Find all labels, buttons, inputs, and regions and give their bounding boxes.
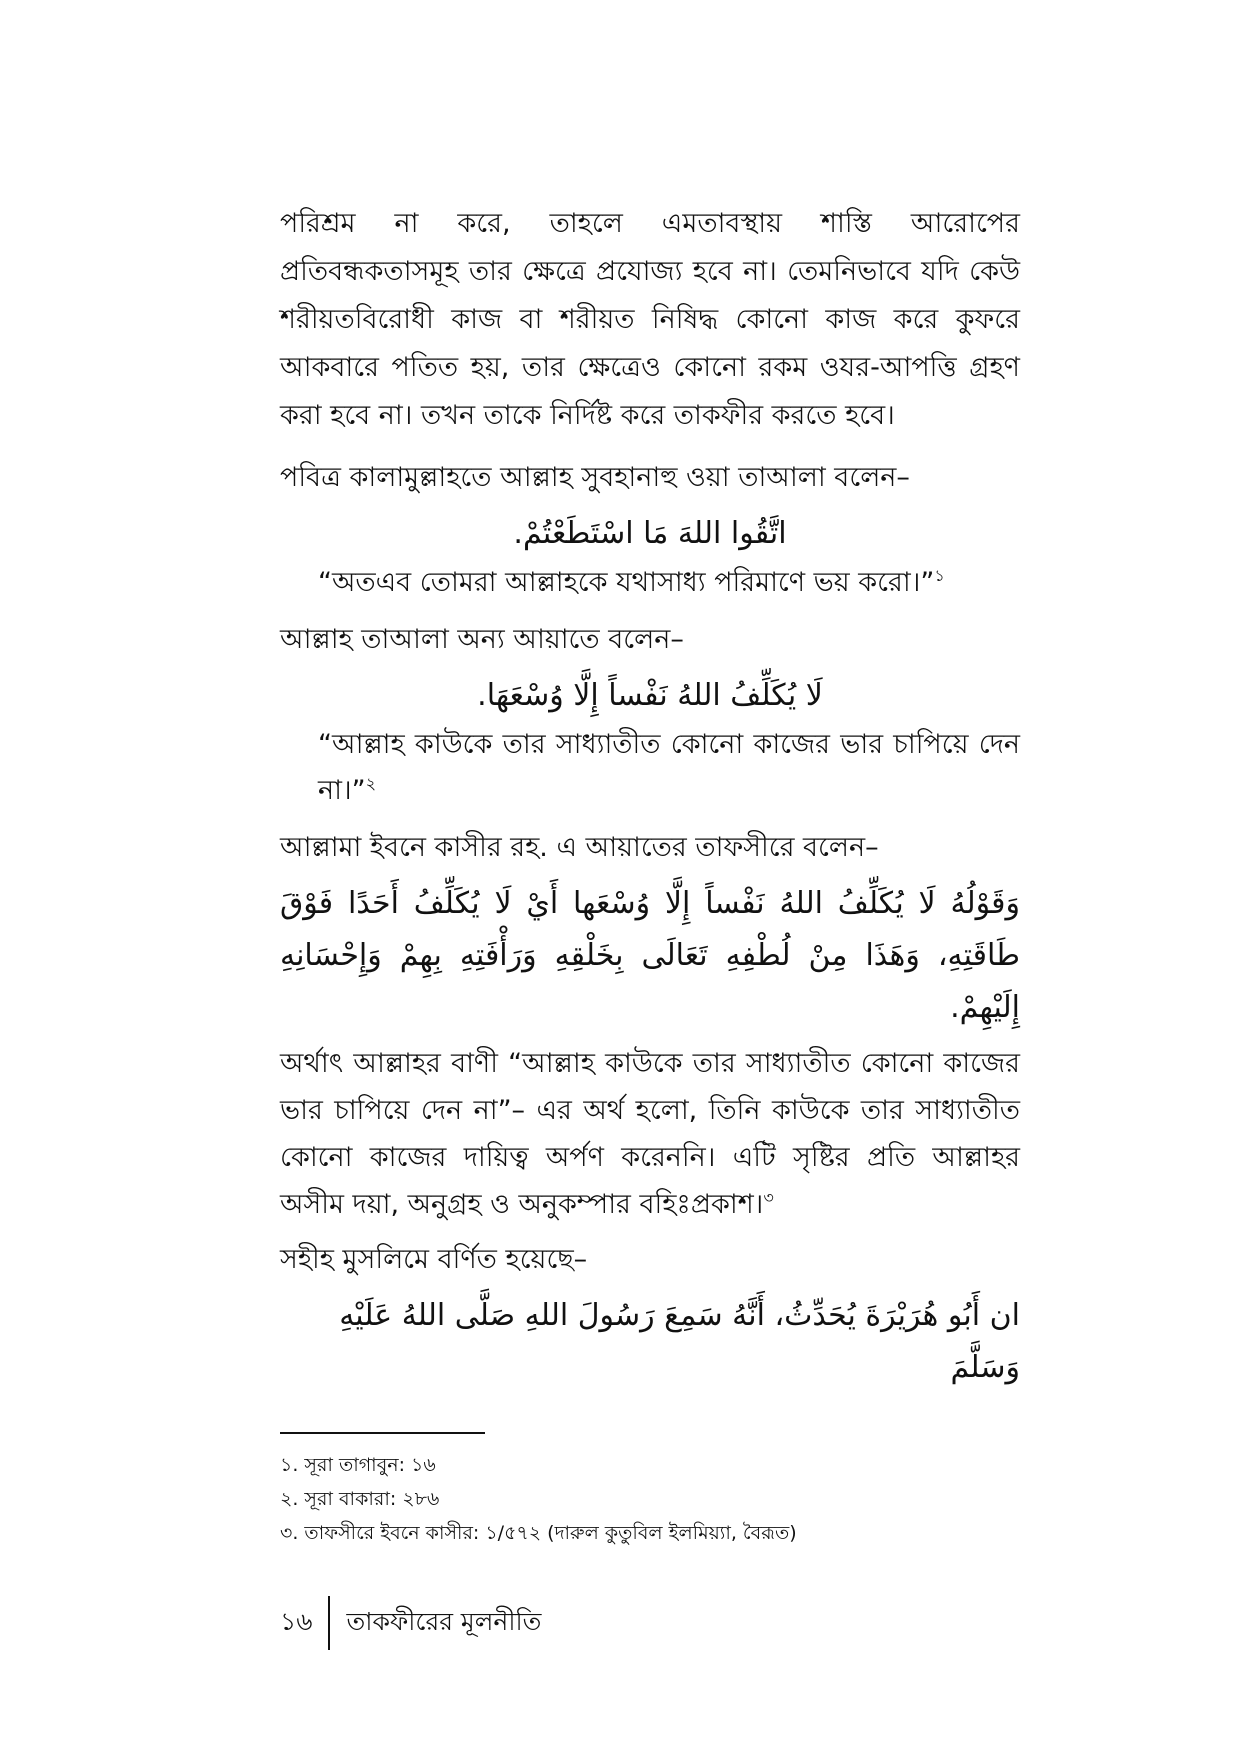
footer-divider bbox=[328, 1596, 330, 1650]
footnote-rule bbox=[280, 1432, 485, 1434]
body-paragraph: পরিশ্রম না করে, তাহলে এমতাবস্থায় শাস্তি আরোপের প্রতিবন্ধকতাসমূহ তার ক্ষেত্রে প্রযোজ্য হবে না। তেমনিভাবে যদি কেউ শরীয়তবিরোধী কাজ বা শরীয়ত নিষিদ্ধ কোনো কাজ করে কুফরে আকবারে পতিত হয়, তার ক্ষেত্রেও কোনো রকম ওযর-আপত্তি গ্রহণ করা হবে না। তখন তাকে নির্দিষ্ট করে তাকফীর করতে হবে। bbox=[280, 208, 1020, 431]
footnote-marker: ২ bbox=[365, 774, 376, 793]
running-title: তাকফীরের মূলনীতি bbox=[346, 1606, 542, 1636]
verse-translation bbox=[318, 722, 1020, 814]
quran-intro-line: পবিত্র কালামুল্লাহতে আল্লাহ সুবহানাহু ওয়া তাআলা বলেন– bbox=[280, 462, 910, 493]
footnote-item: ১. সূরা তাগাবুন: ১৬ bbox=[280, 1454, 436, 1476]
quran-intro-line: আল্লাহ তাআলা অন্য আয়াতে বলেন– bbox=[280, 624, 684, 655]
page-body bbox=[280, 200, 1020, 1394]
verse-translation-text: “আল্লাহ কাউকে তার সাধ্যাতীত কোনো কাজের ভার চাপিয়ে দেন না।” bbox=[318, 729, 1020, 806]
hadith-intro-line: সহীহ মুসলিমে বর্ণিত হয়েছে– bbox=[280, 1244, 588, 1275]
verse-translation-text: “অতএব তোমরা আল্লাহকে যথাসাধ্য পরিমাণে ভয় করো।” bbox=[318, 567, 935, 598]
tafsir-translation-text: অর্থাৎ আল্লাহর বাণী “আল্লাহ কাউকে তার সাধ্যাতীত কোনো কাজের ভার চাপিয়ে দেন না”– এর অর্থ হলো, তিনি কাউকে তার সাধ্যাতীত কোনো কাজের দায়িত্ব অর্পণ করেননি। এটি সৃষ্টির প্রতি আল্লাহর অসীম দয়া, অনুগ্রহ ও অনুকম্পার বহিঃপ্রকাশ। bbox=[280, 1048, 1020, 1220]
page-number: ১৬ bbox=[280, 1606, 313, 1636]
page-footer bbox=[280, 1595, 541, 1651]
footnotes bbox=[280, 1432, 1020, 1550]
arabic-verse: لَا يُكَلِّفُ اللهُ نَفْساً إِلَّا وُسْعَهَا. bbox=[477, 678, 823, 713]
footnote-item: ৩. তাফসীরে ইবনে কাসীর: ১/৫৭২ (দারুল কুতুবিল ইলমিয়্যা, বৈরূত) bbox=[280, 1522, 797, 1544]
footnote-marker: ১ bbox=[934, 566, 945, 585]
verse-translation bbox=[318, 560, 1020, 606]
footnote-marker: ৩ bbox=[763, 1188, 774, 1207]
arabic-verse: اتَّقُوا اللهَ مَا اسْتَطَعْتُمْ. bbox=[513, 516, 787, 551]
footnote-item: ২. সূরা বাকারা: ২৮৬ bbox=[280, 1488, 440, 1510]
arabic-tafsir: وَقَوْلُهُ لَا يُكَلِّفُ اللهُ نَفْساً إِلَّا وُسْعَها أَيْ لَا يُكَلِّفُ أَحَدًا فَوْقَ طَاقَتِهِ، وَهَذَا مِنْ لُطْفِهِ تَعَالَى بِخَلْقِهِ وَرَأْفَتِهِ بِهِمْ وَإِحْسَانِهِ إِلَيْهِمْ. bbox=[280, 886, 1020, 1025]
arabic-hadith: ان أَبُو هُرَيْرَةَ يُحَدِّثُ، أَنَّهُ سَمِعَ رَسُولَ اللهِ صَلَّى اللهُ عَلَيْهِ وَسَلَّمَ bbox=[339, 1298, 1020, 1385]
tafsir-intro-line: আল্লামা ইবনে কাসীর রহ. এ আয়াতের তাফসীরে বলেন– bbox=[280, 832, 879, 863]
tafsir-translation bbox=[280, 1040, 1020, 1228]
